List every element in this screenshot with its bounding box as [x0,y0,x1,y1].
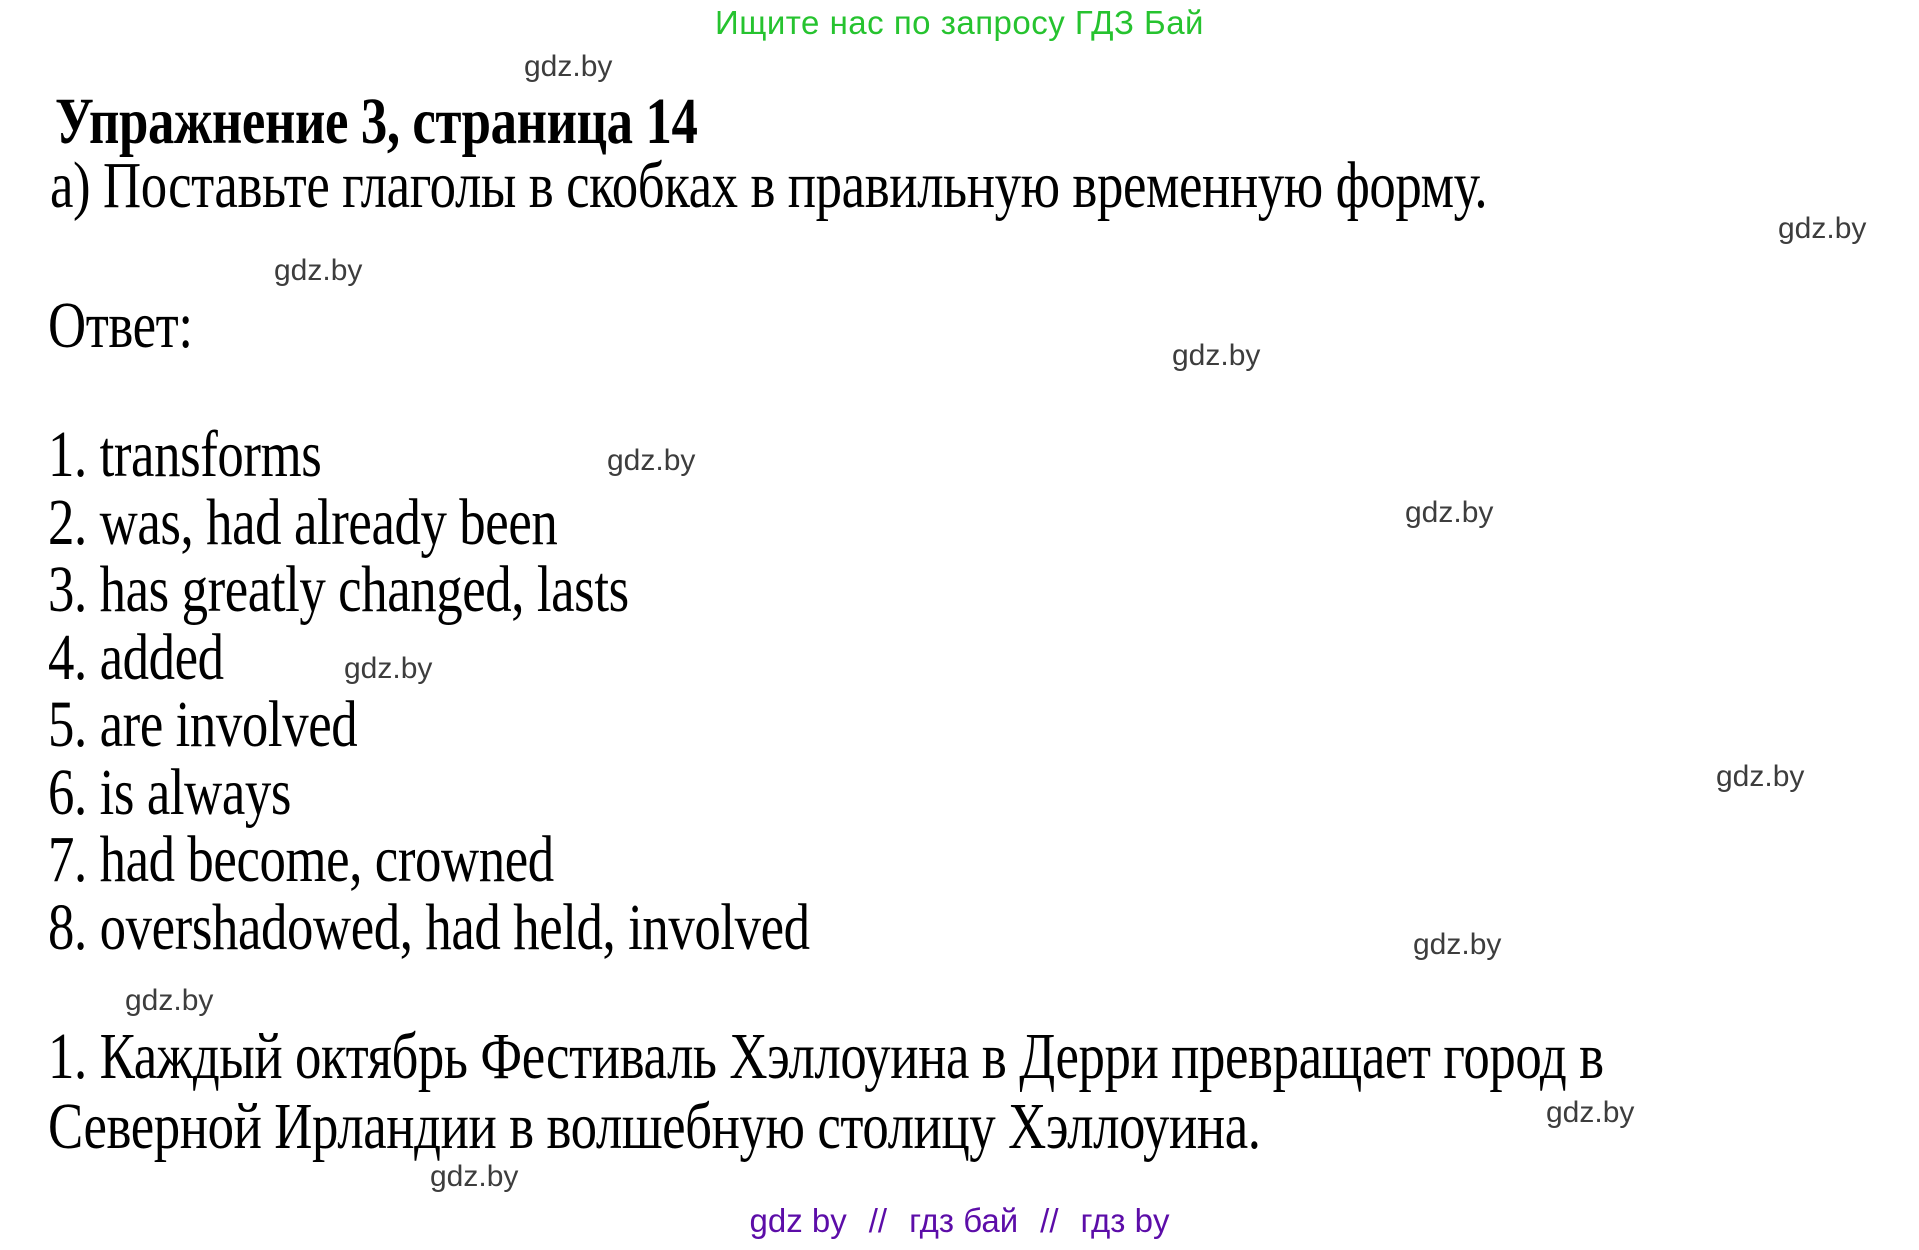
answer-item: 3. has greatly changed, lasts [48,553,629,626]
answer-item: 2. was, had already been [48,485,558,559]
promo-banner: Ищите нас по запросу ГДЗ Бай [715,4,1204,41]
translation-paragraph [48,1022,1604,1162]
gdz-watermark: gdz.by [1172,339,1261,372]
exercise-title: Упражнение 3, страница 14 [55,85,698,158]
answer-item: 4. added [48,620,224,694]
translation-line: 1. Каждый октябрь Фестиваль Хэллоуина в Дерри превращает город в [48,1020,1604,1093]
answer-item: 8. overshadowed, had held, involved [48,890,810,964]
answer-item: 7. had become, crowned [48,823,554,896]
footer-segment: гдз by [1080,1202,1170,1239]
answer-item: 6. is always [48,755,292,829]
translation-line: Северной Ирландии в волшебную столицу Хэллоуина. [48,1090,1261,1163]
gdz-watermark: gdz.by [607,444,696,477]
answer-item: 1. transforms [48,418,322,491]
footer-segment: gdz by [749,1202,847,1239]
gdz-watermark: gdz.by [430,1160,519,1193]
task-text: а) Поставьте глаголы в скобках в правильную временную форму. [50,149,1488,222]
gdz-watermark: gdz.by [1546,1096,1635,1129]
answer-label: Ответ: [48,289,193,362]
gdz-watermark: gdz.by [274,254,363,287]
answers-list [48,418,810,964]
gdz-watermark: gdz.by [125,984,214,1017]
gdz-watermark: gdz.by [524,50,613,83]
gdz-watermark: gdz.by [344,652,433,685]
gdz-watermark: gdz.by [1778,212,1867,245]
gdz-watermark: gdz.by [1716,760,1805,793]
footer-separator: // [868,1202,888,1239]
answer-item: 5. are involved [48,688,358,761]
gdz-watermark: gdz.by [1413,928,1502,961]
footer-segment: гдз бай [909,1202,1019,1239]
footer-separator: // [1040,1202,1059,1239]
footer-links [0,1202,1919,1240]
gdz-watermark: gdz.by [1405,496,1494,529]
